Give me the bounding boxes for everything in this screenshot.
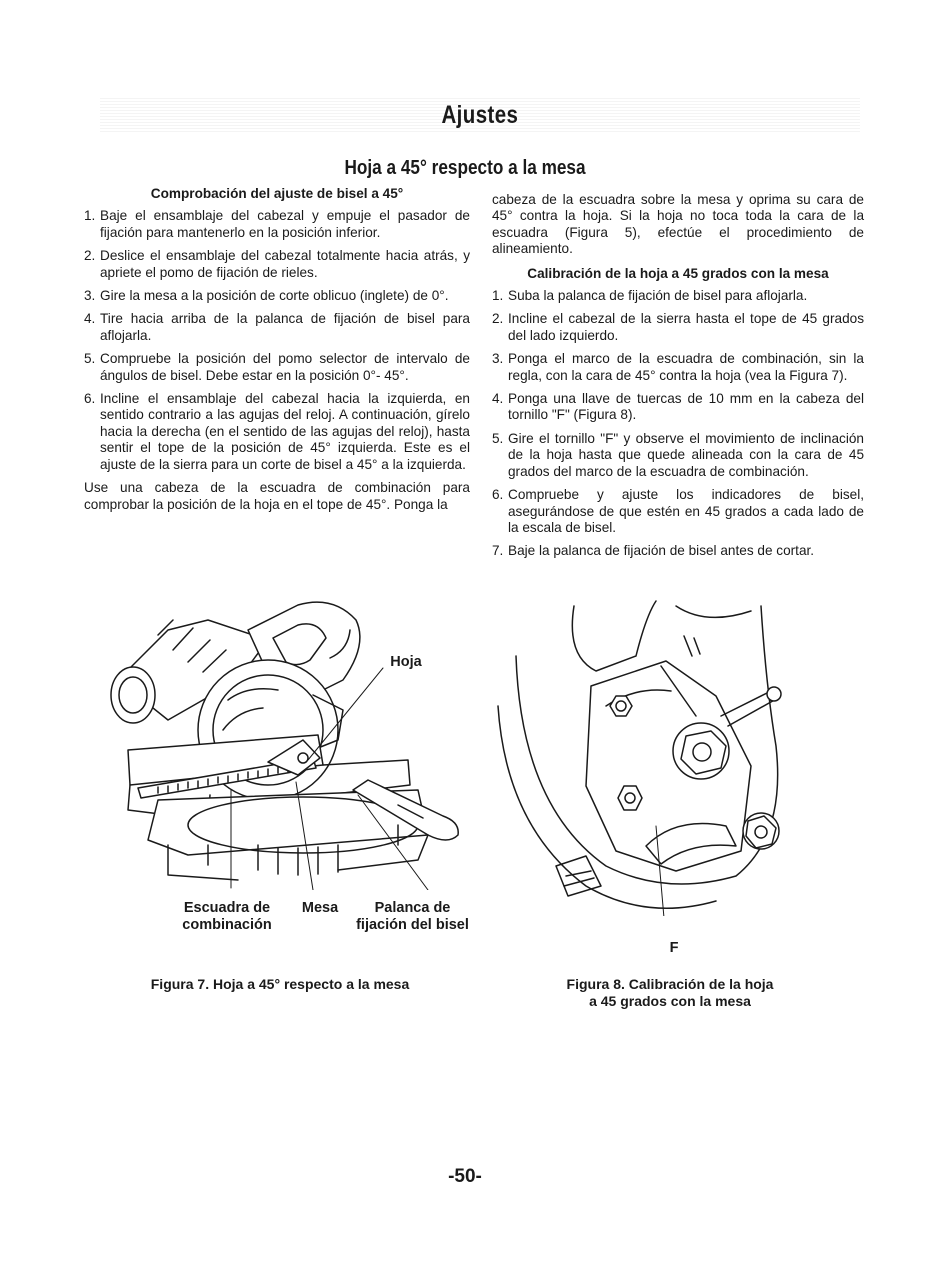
list-item xyxy=(492,351,864,384)
left-column-heading: Comprobación del ajuste de bisel a 45° xyxy=(150,186,404,201)
label-square-line-2: combinación xyxy=(182,917,272,933)
step-number: 1. xyxy=(492,288,504,304)
section-banner xyxy=(100,98,860,132)
left-column xyxy=(84,186,470,521)
step-text: Incline el ensamblaje del cabezal hacia la izquierda, en sentido contrario a las agujas del reloj. A continuación, gírelo hacia la derecha (en el sentido de las agujas del reloj), hasta sentir el tope de la posición de 45° izquierda. Este es el ajuste de la sierra para un corte de bisel a 45° a la izquierda. xyxy=(100,391,470,472)
step-number: 6. xyxy=(492,487,504,503)
label-lever-line-2: fijación del bisel xyxy=(356,917,469,933)
page-number: -50- xyxy=(448,1166,482,1187)
list-item xyxy=(492,487,864,536)
step-number: 5. xyxy=(492,430,504,446)
step-number: 2. xyxy=(84,248,96,264)
step-text: Incline el cabezal de la sierra hasta el tope de 45 grados del lado izquierdo. xyxy=(508,311,864,343)
list-item xyxy=(84,391,470,473)
section-title: Ajustes xyxy=(441,100,519,129)
step-number: 4. xyxy=(492,391,504,407)
list-item xyxy=(84,351,470,384)
step-text: Compruebe y ajuste los indicadores de bisel, asegurándose de que estén en 45 grados a cada lado de la escala de bisel. xyxy=(508,487,864,535)
page-subtitle: Hoja a 45° respecto a la mesa xyxy=(344,157,586,179)
right-column xyxy=(492,192,864,567)
step-number: 5. xyxy=(84,351,96,367)
list-item xyxy=(492,311,864,344)
step-text: Tire hacia arriba de la palanca de fijación de bisel para aflojarla. xyxy=(100,311,470,343)
step-number: 7. xyxy=(492,543,504,559)
figure-7-caption: Figura 7. Hoja a 45° respecto a la mesa xyxy=(150,976,410,992)
step-text: Deslice el ensamblaje del cabezal totalmente hacia atrás, y apriete el pomo de fijación de rieles. xyxy=(100,248,470,280)
step-number: 1. xyxy=(84,208,96,224)
label-combination-square xyxy=(172,900,282,934)
left-column-paragraph: Use una cabeza de la escuadra de combinación para comprobar la posición de la hoja en el tope de 45°. Ponga la xyxy=(84,480,470,512)
list-item xyxy=(492,288,864,304)
step-number: 3. xyxy=(492,351,504,367)
figure-8-bevel-illustration xyxy=(496,596,796,916)
figure-8-caption-line-1: Figura 8. Calibración de la hoja xyxy=(566,976,774,992)
figure-8-caption xyxy=(540,976,800,1010)
right-column-paragraph: cabeza de la escuadra sobre la mesa y oprima su cara de 45° contra la hoja. Si la hoja no toca toda la cara de la escuadra (Figura 5), efectúe el procedimiento de alineamiento. xyxy=(492,192,864,257)
step-text: Ponga el marco de la escuadra de combinación, sin la regla, con la cara de 45° contra la hoja (vea la Figura 7). xyxy=(508,351,864,383)
step-text: Baje la palanca de fijación de bisel antes de cortar. xyxy=(508,543,815,559)
list-item xyxy=(492,431,864,480)
list-item xyxy=(84,208,470,241)
step-text: Gire el tornillo "F" y observe el movimiento de inclinación de la hoja hasta que quede alineada con la cara de 45 grados del marco de la escuadra de combinación. xyxy=(508,430,864,479)
calibration-steps xyxy=(492,288,864,560)
list-item xyxy=(84,248,470,281)
figure-8-caption-line-2: a 45 grados con la mesa xyxy=(589,993,751,1009)
bevel-check-steps xyxy=(84,208,470,473)
list-item xyxy=(84,288,470,304)
step-text: Suba la palanca de fijación de bisel para aflojarla. xyxy=(508,288,808,304)
step-text: Compruebe la posición del pomo selector de intervalo de ángulos de bisel. Debe estar en la posición 0°- 45°. xyxy=(100,351,470,383)
right-column-heading: Calibración de la hoja a 45 grados con la mesa xyxy=(527,265,829,281)
label-table: Mesa xyxy=(301,900,339,916)
step-number: 4. xyxy=(84,311,96,327)
list-item xyxy=(492,391,864,424)
label-screw-f: F xyxy=(669,940,679,956)
label-lever-line-1: Palanca de xyxy=(374,900,451,916)
label-blade: Hoja xyxy=(390,654,422,670)
list-item xyxy=(492,543,864,559)
step-text: Gire la mesa a la posición de corte oblicuo (inglete) de 0°. xyxy=(100,288,449,304)
step-number: 6. xyxy=(84,391,96,407)
step-number: 2. xyxy=(492,311,504,327)
step-number: 3. xyxy=(84,288,96,304)
step-text: Baje el ensamblaje del cabezal y empuje el pasador de fijación para mantenerlo en la posición inferior. xyxy=(100,208,470,240)
label-bevel-lever xyxy=(345,900,480,934)
step-text: Ponga una llave de tuercas de 10 mm en la cabeza del tornillo "F" (Figura 8). xyxy=(508,391,864,423)
label-square-line-1: Escuadra de xyxy=(183,900,271,916)
figure-7-saw-illustration xyxy=(98,590,470,890)
list-item xyxy=(84,311,470,344)
